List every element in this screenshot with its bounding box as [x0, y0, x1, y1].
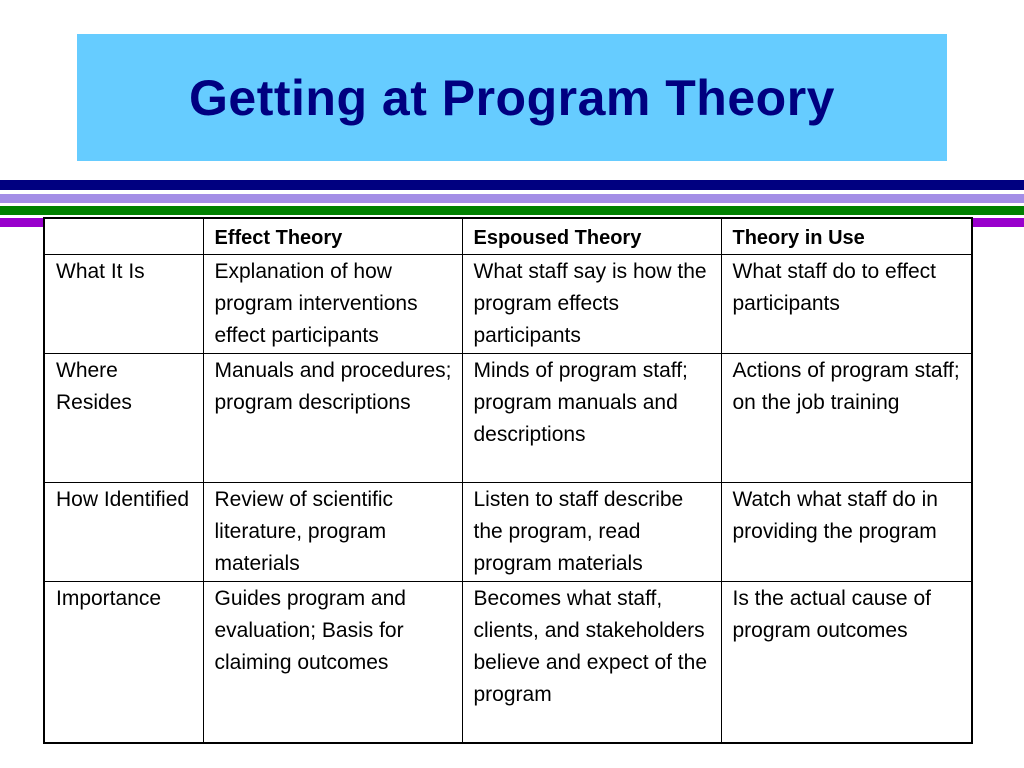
table-cell: What staff do to effect participants	[721, 255, 972, 354]
table-header-row	[44, 218, 972, 255]
table-cell: Minds of program staff; program manuals and descriptions	[462, 354, 721, 483]
decorative-stripe-green	[0, 206, 1024, 215]
title-banner	[77, 34, 947, 161]
table-row	[44, 354, 972, 483]
row-label: Importance	[44, 582, 203, 743]
table-row	[44, 255, 972, 354]
table-cell: Guides program and evaluation; Basis for claiming outcomes	[203, 582, 462, 743]
table-cell: Review of scientific literature, program materials	[203, 483, 462, 582]
table-row	[44, 483, 972, 582]
header-cell-corner	[44, 218, 203, 255]
row-label: How Identified	[44, 483, 203, 582]
table-cell: Manuals and procedures; program descriptions	[203, 354, 462, 483]
table-cell: Watch what staff do in providing the program	[721, 483, 972, 582]
row-label: Where Resides	[44, 354, 203, 483]
program-theory-table	[43, 217, 973, 744]
table-cell: What staff say is how the program effects participants	[462, 255, 721, 354]
decorative-stripe-navy	[0, 180, 1024, 190]
table-cell: Listen to staff describe the program, read program materials	[462, 483, 721, 582]
header-cell-theory-in-use: Theory in Use	[721, 218, 972, 255]
table-cell: Actions of program staff; on the job training	[721, 354, 972, 483]
table-cell: Is the actual cause of program outcomes	[721, 582, 972, 743]
slide-title: Getting at Program Theory	[189, 69, 835, 126]
row-label: What It Is	[44, 255, 203, 354]
header-cell-effect-theory: Effect Theory	[203, 218, 462, 255]
table-row	[44, 582, 972, 743]
decorative-stripe-lavender	[0, 194, 1024, 203]
table-cell: Becomes what staff, clients, and stakeholders believe and expect of the program	[462, 582, 721, 743]
header-cell-espoused-theory: Espoused Theory	[462, 218, 721, 255]
table-cell: Explanation of how program interventions effect participants	[203, 255, 462, 354]
